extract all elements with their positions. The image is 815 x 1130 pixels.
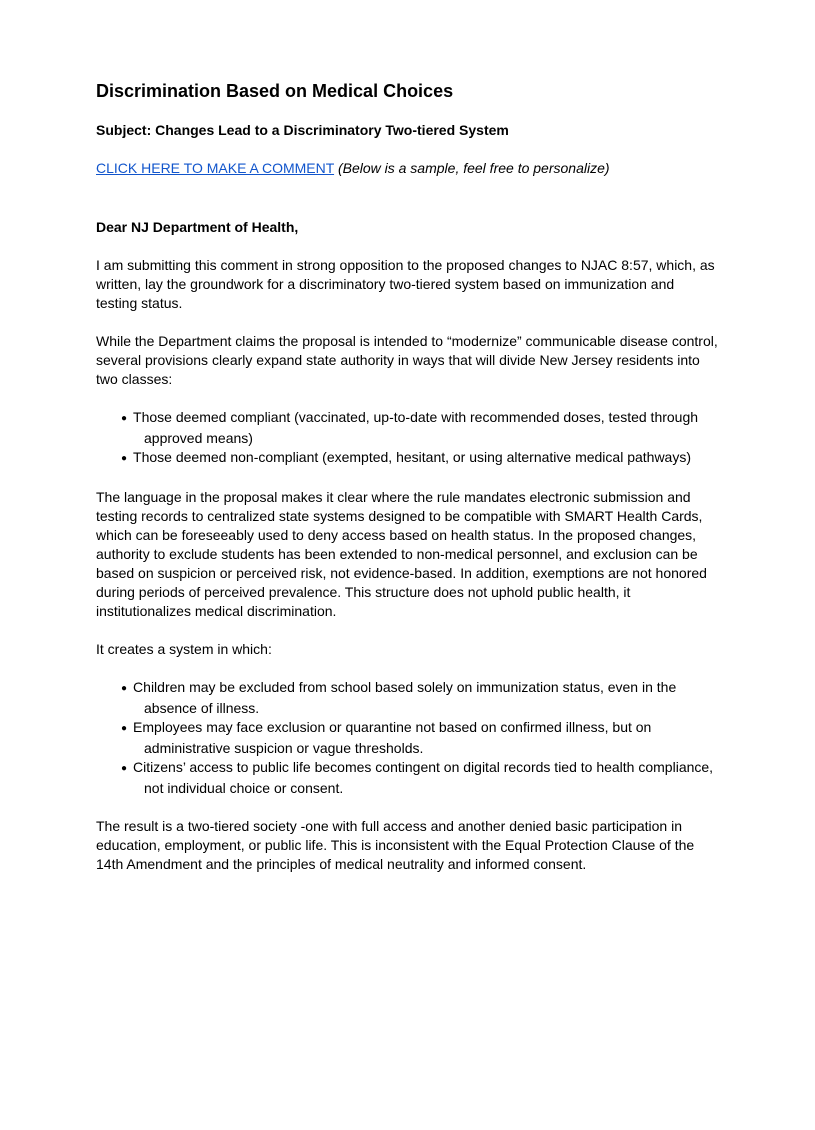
list-item: ● Those deemed non-compliant (exempted, hesitant, or using alternative medical pathways) — [96, 448, 719, 469]
letter-salutation: Dear NJ Department of Health, — [96, 219, 299, 235]
comment-link-note: (Below is a sample, feel free to personalize) — [337, 160, 610, 176]
paragraph-result: The result is a two-tiered society -one with full access and another denied basic participation in education, employment, or public life. This is inconsistent with the Equal Protection Clause of the 14th Amendment and the principles of medical neutrality and informed consent. — [96, 818, 695, 872]
subject-line: Subject: Changes Lead to a Discriminatory Two-tiered System — [96, 122, 509, 138]
paragraph-system-intro: It creates a system in which: — [96, 641, 272, 657]
comment-link[interactable]: CLICK HERE TO MAKE A COMMENT — [96, 160, 335, 176]
system-bullet-list — [96, 678, 719, 798]
list-item: ● Citizens’ access to public life becomes contingent on digital records tied to health compliance, not individual choice or consent. — [96, 758, 719, 798]
list-item: ● Employees may face exclusion or quarantine not based on confirmed illness, but on administrative suspicion or vague thresholds. — [96, 718, 719, 758]
page-title: Discrimination Based on Medical Choices — [96, 81, 454, 101]
classes-bullet-list — [96, 408, 719, 469]
list-item: ● Those deemed compliant (vaccinated, up-to-date with recommended doses, tested through approved means) — [96, 408, 719, 448]
paragraph-two-classes: While the Department claims the proposal is intended to “modernize” communicable disease control, several provisions clearly expand state authority in ways that will divide New Jersey residents into two classes: — [96, 333, 718, 387]
paragraph-language: The language in the proposal makes it clear where the rule mandates electronic submission and testing records to centralized state systems designed to be compatible with SMART Health Cards, which can be foreseeably used to deny access based on health status. In the proposed changes, authority to exclude students has been extended to non-medical personnel, and exclusion can be based on suspicion or perceived risk, not evidence-based. In addition, exemptions are not honored during periods of perceived prevalence. This structure does not uphold public health, it institutionalizes medical discrimination. — [96, 489, 707, 619]
paragraph-opposition: I am submitting this comment in strong opposition to the proposed changes to NJAC 8:57, which, as written, lay the groundwork for a discriminatory two-tiered system based on immunization and testing status. — [96, 257, 715, 311]
comment-link-line — [96, 159, 719, 178]
list-item: ● Children may be excluded from school based solely on immunization status, even in the absence of illness. — [96, 678, 719, 718]
